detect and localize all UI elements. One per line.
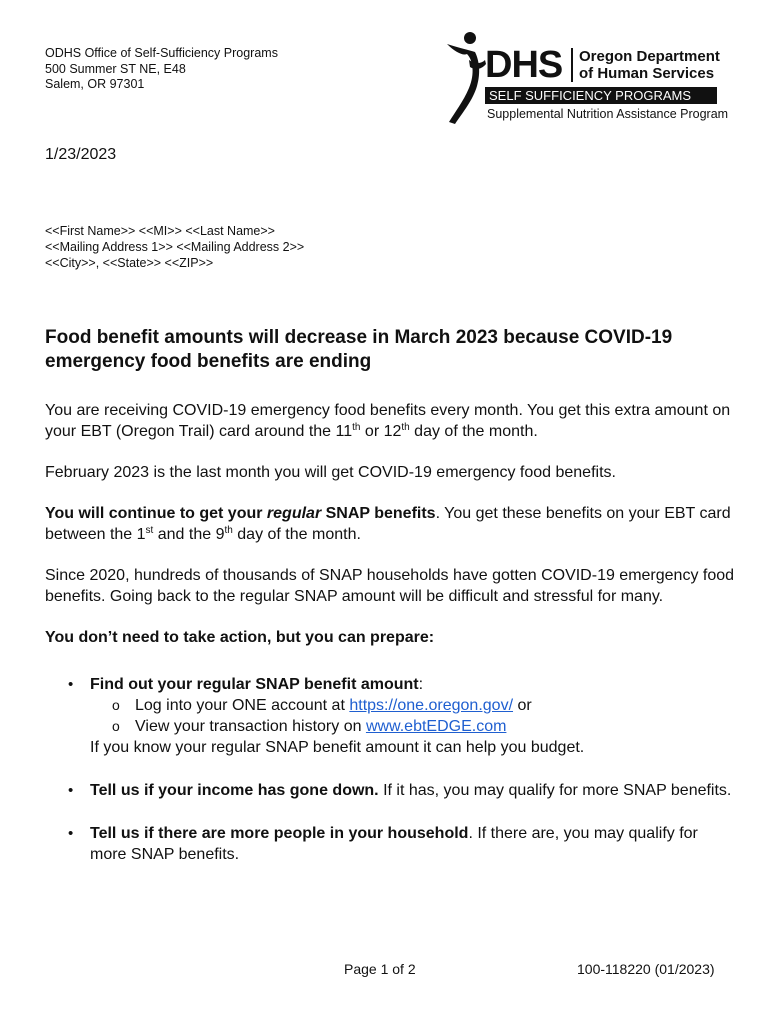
budget-note: If you know your regular SNAP benefit amount it can help you budget.: [90, 739, 585, 756]
sender-line: 500 Summer ST NE, E48: [45, 61, 186, 76]
letter-headline: Food benefit amounts will decrease in March 2023 because COVID-19 emergency food benefits are ending: [45, 327, 673, 372]
dhs-logo: [445, 30, 740, 130]
recipient-line: <<Mailing Address 1>> <<Mailing Address 2>>: [45, 240, 305, 254]
letter-date: 1/23/2023: [45, 146, 117, 163]
prepare-list: [45, 674, 735, 865]
paragraph: You are receiving COVID-19 emergency food benefits every month. You get this extra amount on your EBT (Oregon Trail) card around the 11th or 12th day of the month.: [45, 402, 731, 440]
human-figure-icon: [445, 30, 487, 125]
bullet-icon: •: [68, 782, 74, 799]
recipient-address: [45, 223, 304, 271]
sub-list: [90, 695, 735, 737]
dhs-abbr: DHS: [485, 44, 563, 86]
list-item: • Tell us if your income has gone down. If it has, you may qualify for more SNAP benefits.: [68, 782, 732, 799]
sub-list-item: o View your transaction history on www.ebtEDGE.com: [112, 718, 507, 735]
circle-bullet-icon: o: [112, 718, 120, 734]
program-bar: SELF SUFFICIENCY PROGRAMS: [485, 87, 717, 104]
paragraph: Since 2020, hundreds of thousands of SNAP households have gotten COVID-19 emergency food benefits. Going back to the regular SNAP amount will be difficult and stressful for many.: [45, 567, 735, 605]
paragraph: February 2023 is the last month you will get COVID-19 emergency food benefits.: [45, 464, 616, 481]
one-oregon-link[interactable]: https://one.oregon.gov/: [349, 697, 514, 714]
list-item: • Tell us if there are more people in your household. If there are, you may qualify for more SNAP benefits.: [68, 825, 698, 863]
sender-line: ODHS Office of Self-Sufficiency Programs: [45, 46, 278, 60]
list-item: • Find out your regular SNAP benefit amount: o Log into your ONE account at https://one.oregon.gov/ or o View your transaction history on www.ebtEDGE.com If you know your regular SNAP benefit amount it can help you budget.: [45, 674, 735, 758]
bullet-icon: •: [68, 676, 74, 693]
recipient-line: <<City>>, <<State>> <<ZIP>>: [45, 256, 214, 270]
recipient-line: <<First Name>> <<MI>> <<Last Name>>: [45, 224, 275, 238]
paragraph: You will continue to get your regular SNAP benefits. You get these benefits on your EBT card between the 1st and the 9th day of the month.: [45, 505, 731, 543]
circle-bullet-icon: o: [112, 697, 120, 713]
program-name: Supplemental Nutrition Assistance Program: [487, 107, 729, 121]
page-number: Page 1 of 2: [344, 961, 416, 977]
sender-line: Salem, OR 97301: [45, 77, 145, 91]
bullet-icon: •: [68, 825, 74, 842]
sender-address: [45, 46, 278, 93]
form-number: 100-118220 (01/2023): [577, 961, 715, 977]
org-name: Oregon Department of Human Services: [579, 48, 720, 82]
letter-body: [45, 400, 735, 887]
ebtedge-link[interactable]: www.ebtEDGE.com: [365, 718, 507, 735]
sub-list-item: o Log into your ONE account at https://one.oregon.gov/ or: [112, 697, 532, 714]
logo-divider: [571, 48, 573, 82]
paragraph: You don’t need to take action, but you can prepare:: [45, 629, 435, 646]
